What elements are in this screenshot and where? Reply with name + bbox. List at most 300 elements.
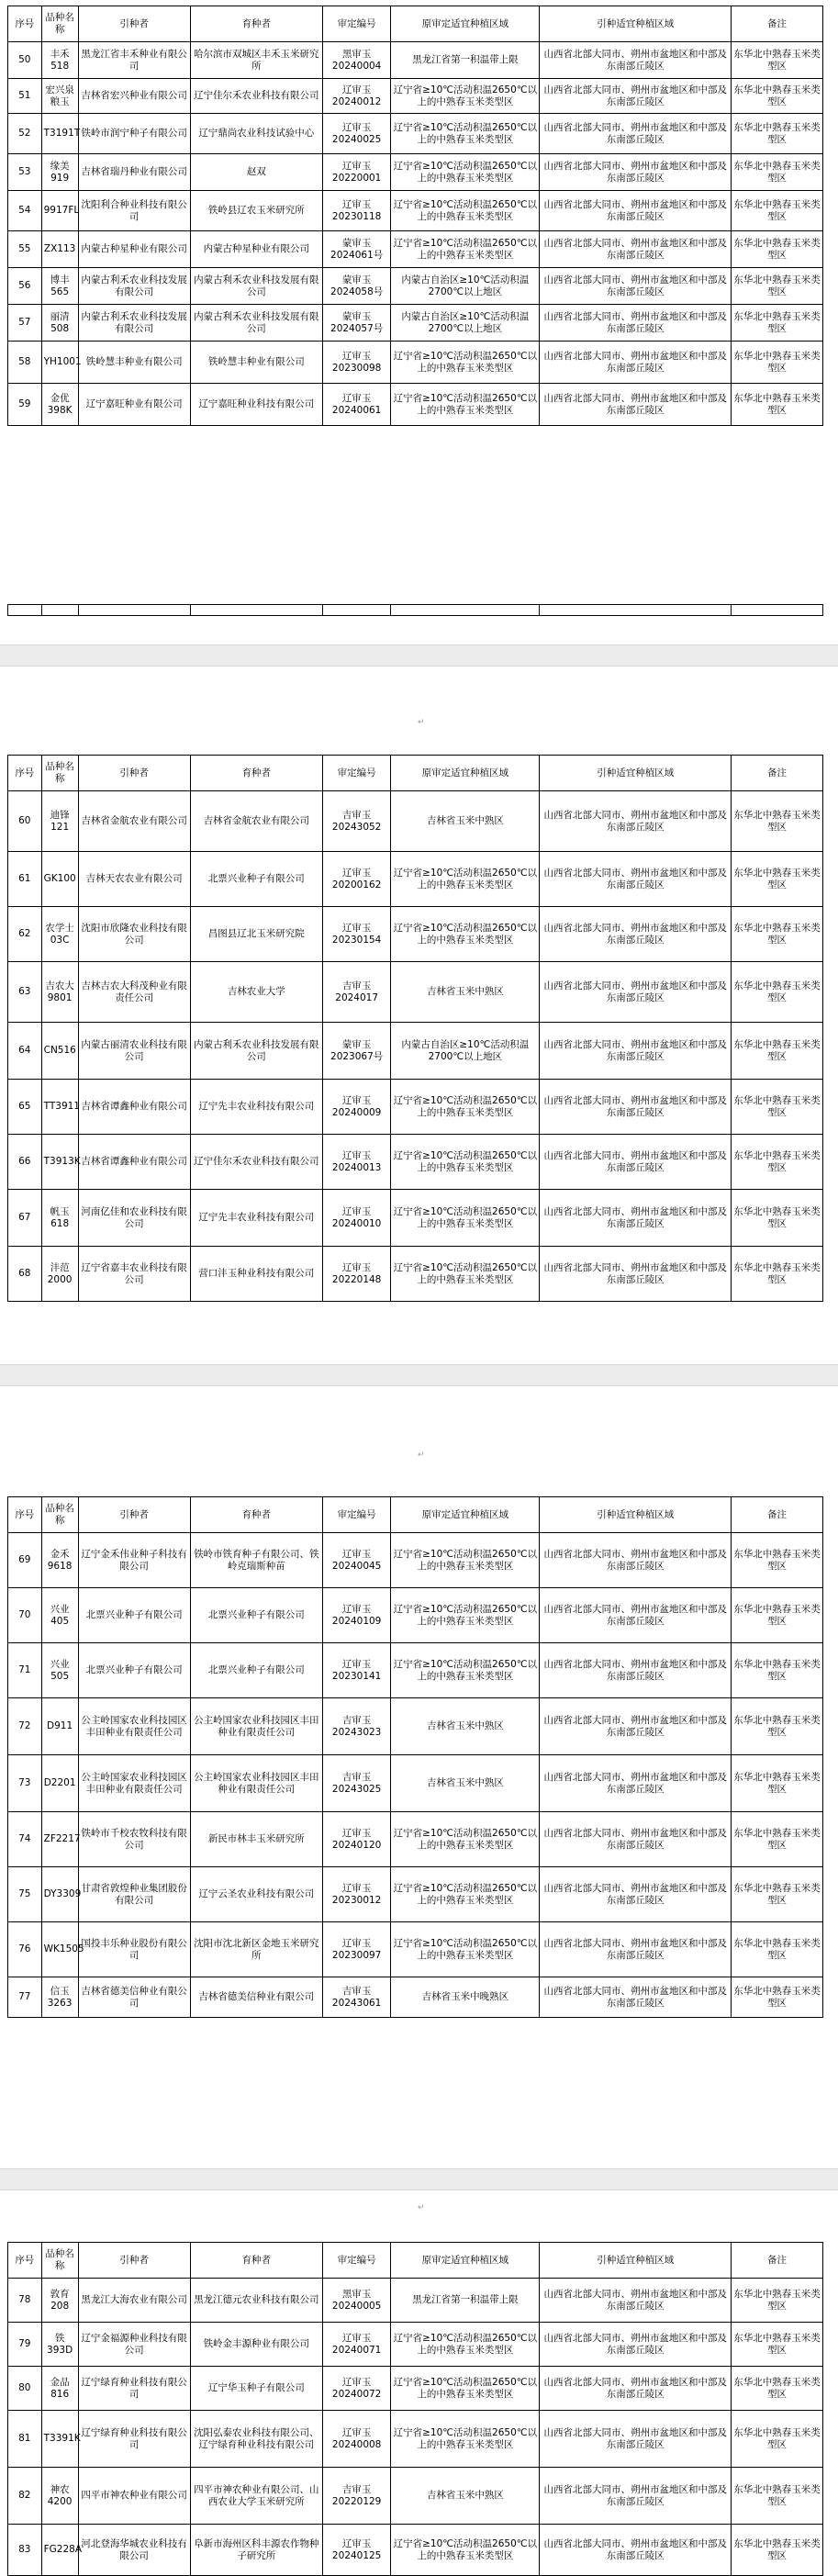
original-area: 吉林省玉米中熟区 bbox=[391, 962, 540, 1023]
approval-number: 辽审玉20240010 bbox=[322, 1190, 390, 1247]
table-row bbox=[8, 1867, 823, 1922]
original-area: 辽宁省≥10℃活动积温2650℃以上的中熟春玉米类型区 bbox=[391, 2525, 540, 2576]
table-row bbox=[8, 1190, 823, 1247]
variety-name: T3913K bbox=[41, 1135, 78, 1190]
remark: 东华北中熟春玉米类型区 bbox=[732, 791, 823, 852]
introducer: 内蒙古利禾农业科技发展有限公司 bbox=[78, 305, 190, 342]
introducer: 四平市神农种业有限公司 bbox=[78, 2468, 190, 2525]
breeder: 吉林省德美信种业有限公司 bbox=[190, 1977, 322, 2018]
approval-number: 辽审玉20200162 bbox=[322, 852, 390, 907]
remark: 东华北中熟春玉米类型区 bbox=[732, 384, 823, 426]
original-area: 辽宁省≥10℃活动积温2650℃以上的中熟春玉米类型区 bbox=[391, 1190, 540, 1247]
intro-region: 山西省北部大同市、朔州市盆地区和中部及东南部丘陵区 bbox=[540, 1977, 732, 2018]
table-row bbox=[8, 2468, 823, 2525]
page-break bbox=[0, 2168, 838, 2190]
variety-name: 神农4200 bbox=[41, 2468, 78, 2525]
row-number: 56 bbox=[8, 268, 42, 305]
original-area: 辽宁省≥10℃活动积温2650℃以上的中熟春玉米类型区 bbox=[391, 154, 540, 191]
approval-number: 辽审玉20230012 bbox=[322, 1867, 390, 1922]
introducer: 北票兴业种子有限公司 bbox=[78, 1588, 190, 1643]
paragraph-mark: ↵ bbox=[418, 718, 425, 727]
row-number: 66 bbox=[8, 1135, 42, 1190]
intro-region: 山西省北部大同市、朔州市盆地区和中部及东南部丘陵区 bbox=[540, 154, 732, 191]
breeder: 内蒙古种星种业有限公司 bbox=[190, 231, 322, 268]
breeder: 四平市神农种业有限公司、山西农业大学玉米研究所 bbox=[190, 2468, 322, 2525]
variety-name: 信玉3263 bbox=[41, 1977, 78, 2018]
breeder: 铁岭慧丰种业有限公司 bbox=[190, 342, 322, 384]
remark: 东华北中熟春玉米类型区 bbox=[732, 191, 823, 231]
original-area: 辽宁省≥10℃活动积温2650℃以上的中熟春玉米类型区 bbox=[391, 907, 540, 962]
breeder: 内蒙古利禾农业科技发展有限公司 bbox=[190, 305, 322, 342]
row-number: 58 bbox=[8, 342, 42, 384]
original-area: 辽宁省≥10℃活动积温2650℃以上的中熟春玉米类型区 bbox=[391, 191, 540, 231]
row-number: 80 bbox=[8, 2367, 42, 2411]
intro-region: 山西省北部大同市、朔州市盆地区和中部及东南部丘陵区 bbox=[540, 1922, 732, 1977]
table-row bbox=[8, 154, 823, 191]
variety-name: 沣范2000 bbox=[41, 1247, 78, 1302]
remark: 东华北中熟春玉米类型区 bbox=[732, 2525, 823, 2576]
original-area: 辽宁省≥10℃活动积温2650℃以上的中熟春玉米类型区 bbox=[391, 114, 540, 154]
approval-number: 吉审玉20243061 bbox=[322, 1977, 390, 2018]
original-area: 辽宁省≥10℃活动积温2650℃以上的中熟春玉米类型区 bbox=[391, 2367, 540, 2411]
row-number: 65 bbox=[8, 1080, 42, 1135]
row-number: 81 bbox=[8, 2411, 42, 2468]
breeder: 吉林农业大学 bbox=[190, 962, 322, 1023]
introducer: 黑龙江大海农业有限公司 bbox=[78, 2279, 190, 2323]
row-number: 77 bbox=[8, 1977, 42, 2018]
variety-name: 9917FL bbox=[41, 191, 78, 231]
original-area: 辽宁省≥10℃活动积温2650℃以上的中熟春玉米类型区 bbox=[391, 384, 540, 426]
introducer: 吉林天农农业有限公司 bbox=[78, 852, 190, 907]
row-number: 51 bbox=[8, 79, 42, 114]
table-row bbox=[8, 79, 823, 114]
table-header-row bbox=[8, 2243, 823, 2279]
remark: 东华北中熟春玉米类型区 bbox=[732, 305, 823, 342]
introducer: 甘肃省敦煌种业集团股份有限公司 bbox=[78, 1867, 190, 1922]
remark: 东华北中熟春玉米类型区 bbox=[732, 1023, 823, 1080]
intro-region: 山西省北部大同市、朔州市盆地区和中部及东南部丘陵区 bbox=[540, 191, 732, 231]
table-row bbox=[8, 384, 823, 426]
table-row bbox=[8, 1922, 823, 1977]
original-area: 辽宁省≥10℃活动积温2650℃以上的中熟春玉米类型区 bbox=[391, 1643, 540, 1698]
introducer: 吉林吉农大科茂种业有限责任公司 bbox=[78, 962, 190, 1023]
column-header: 品种名称 bbox=[41, 6, 78, 42]
remark: 东华北中熟春玉米类型区 bbox=[732, 342, 823, 384]
column-header: 引种者 bbox=[78, 2243, 190, 2279]
introducer: 吉林省谭鑫种业有限公司 bbox=[78, 1080, 190, 1135]
table-row bbox=[8, 342, 823, 384]
introducer: 北票兴业种子有限公司 bbox=[78, 1643, 190, 1698]
column-header: 备注 bbox=[732, 756, 823, 791]
intro-region: 山西省北部大同市、朔州市盆地区和中部及东南部丘陵区 bbox=[540, 42, 732, 79]
variety-name: CN516 bbox=[41, 1023, 78, 1080]
intro-region: 山西省北部大同市、朔州市盆地区和中部及东南部丘陵区 bbox=[540, 1190, 732, 1247]
approval-number: 吉审玉20220129 bbox=[322, 2468, 390, 2525]
table-row bbox=[8, 1755, 823, 1812]
row-number: 78 bbox=[8, 2279, 42, 2323]
variety-name: 农学士03C bbox=[41, 907, 78, 962]
breeder: 公主岭国家农业科技园区丰田种业有限责任公司 bbox=[190, 1698, 322, 1755]
introducer: 吉林省瑞丹种业有限公司 bbox=[78, 154, 190, 191]
column-header: 引种适宜种植区域 bbox=[540, 6, 732, 42]
table-row bbox=[8, 2279, 823, 2323]
variety-name: 帆玉618 bbox=[41, 1190, 78, 1247]
remark: 东华北中熟春玉米类型区 bbox=[732, 962, 823, 1023]
introducer: 黑龙江省丰禾种业有限公司 bbox=[78, 42, 190, 79]
remark: 东华北中熟春玉米类型区 bbox=[732, 1080, 823, 1135]
row-number: 53 bbox=[8, 154, 42, 191]
original-area: 内蒙古自治区≥10℃活动积温2700℃以上地区 bbox=[391, 268, 540, 305]
row-number: 83 bbox=[8, 2525, 42, 2576]
breeder: 辽宁佳尔禾农业科技有限公司 bbox=[190, 1135, 322, 1190]
row-number: 82 bbox=[8, 2468, 42, 2525]
intro-region: 山西省北部大同市、朔州市盆地区和中部及东南部丘陵区 bbox=[540, 342, 732, 384]
breeder: 内蒙古利禾农业科技发展有限公司 bbox=[190, 268, 322, 305]
approval-number: 蒙审玉2024061号 bbox=[322, 231, 390, 268]
variety-name: T3191T bbox=[41, 114, 78, 154]
approval-number: 吉审玉20243052 bbox=[322, 791, 390, 852]
column-header: 备注 bbox=[732, 1497, 823, 1533]
variety-name: 金优398K bbox=[41, 384, 78, 426]
original-area: 辽宁省≥10℃活动积温2650℃以上的中熟春玉米类型区 bbox=[391, 1812, 540, 1867]
variety-name: 缘美919 bbox=[41, 154, 78, 191]
intro-region: 山西省北部大同市、朔州市盆地区和中部及东南部丘陵区 bbox=[540, 907, 732, 962]
variety-table bbox=[7, 1496, 823, 2018]
column-header: 原审定适宜种植区域 bbox=[391, 1497, 540, 1533]
column-header: 序号 bbox=[8, 756, 42, 791]
remark: 东华北中熟春玉米类型区 bbox=[732, 231, 823, 268]
approval-number: 辽审玉20240008 bbox=[322, 2411, 390, 2468]
approval-number: 辽审玉20240061 bbox=[322, 384, 390, 426]
introducer: 河南亿佳和农业科技有限公司 bbox=[78, 1190, 190, 1247]
table-header-row bbox=[8, 1497, 823, 1533]
introducer: 辽宁省嘉丰农业科技有限公司 bbox=[78, 1247, 190, 1302]
row-number: 52 bbox=[8, 114, 42, 154]
introducer: 铁岭市润宁种子有限公司 bbox=[78, 114, 190, 154]
approval-number: 辽审玉20230118 bbox=[322, 191, 390, 231]
original-area: 内蒙古自治区≥10℃活动积温2700℃以上地区 bbox=[391, 305, 540, 342]
table-row bbox=[8, 231, 823, 268]
remark: 东华北中熟春玉米类型区 bbox=[732, 1977, 823, 2018]
table-row bbox=[8, 1533, 823, 1588]
approval-number: 辽审玉20220148 bbox=[322, 1247, 390, 1302]
breeder: 赵双 bbox=[190, 154, 322, 191]
introducer: 铁岭市千校农牧科技有限公司 bbox=[78, 1812, 190, 1867]
remark: 东华北中熟春玉米类型区 bbox=[732, 2279, 823, 2323]
breeder: 阜新市海州区科丰源农作物种子研究所 bbox=[190, 2525, 322, 2576]
breeder: 辽宁嘉旺种业科技有限公司 bbox=[190, 384, 322, 426]
intro-region: 山西省北部大同市、朔州市盆地区和中部及东南部丘陵区 bbox=[540, 305, 732, 342]
intro-region: 山西省北部大同市、朔州市盆地区和中部及东南部丘陵区 bbox=[540, 79, 732, 114]
column-header: 引种者 bbox=[78, 756, 190, 791]
table-row bbox=[8, 42, 823, 79]
table-row bbox=[8, 2525, 823, 2576]
breeder: 北票兴业种子有限公司 bbox=[190, 1588, 322, 1643]
remark: 东华北中熟春玉米类型区 bbox=[732, 907, 823, 962]
row-number: 68 bbox=[8, 1247, 42, 1302]
variety-name: 兴业505 bbox=[41, 1643, 78, 1698]
variety-name: D911 bbox=[41, 1698, 78, 1755]
intro-region: 山西省北部大同市、朔州市盆地区和中部及东南部丘陵区 bbox=[540, 791, 732, 852]
original-area: 辽宁省≥10℃活动积温2650℃以上的中熟春玉米类型区 bbox=[391, 1080, 540, 1135]
intro-region: 山西省北部大同市、朔州市盆地区和中部及东南部丘陵区 bbox=[540, 1812, 732, 1867]
introducer: 铁岭慧丰种业有限公司 bbox=[78, 342, 190, 384]
intro-region: 山西省北部大同市、朔州市盆地区和中部及东南部丘陵区 bbox=[540, 2468, 732, 2525]
intro-region: 山西省北部大同市、朔州市盆地区和中部及东南部丘陵区 bbox=[540, 1643, 732, 1698]
variety-name: TT3911 bbox=[41, 1080, 78, 1135]
approval-number: 辽审玉20220001 bbox=[322, 154, 390, 191]
column-header: 育种者 bbox=[190, 756, 322, 791]
variety-name: 敦育208 bbox=[41, 2279, 78, 2323]
row-number: 70 bbox=[8, 1588, 42, 1643]
variety-name: 博丰565 bbox=[41, 268, 78, 305]
variety-name: 金品816 bbox=[41, 2367, 78, 2411]
approval-number: 黑审玉20240004 bbox=[322, 42, 390, 79]
column-header: 品种名称 bbox=[41, 2243, 78, 2279]
table-row bbox=[8, 1023, 823, 1080]
intro-region: 山西省北部大同市、朔州市盆地区和中部及东南部丘陵区 bbox=[540, 114, 732, 154]
variety-name: FG228A bbox=[41, 2525, 78, 2576]
breeder: 公主岭国家农业科技园区丰田种业有限责任公司 bbox=[190, 1755, 322, 1812]
variety-name: 金禾9618 bbox=[41, 1533, 78, 1588]
variety-table bbox=[7, 6, 823, 426]
variety-name: 迪锋121 bbox=[41, 791, 78, 852]
row-number: 63 bbox=[8, 962, 42, 1023]
original-area: 辽宁省≥10℃活动积温2650℃以上的中熟春玉米类型区 bbox=[391, 1588, 540, 1643]
introducer: 内蒙古丽清农业科技有限公司 bbox=[78, 1023, 190, 1080]
intro-region: 山西省北部大同市、朔州市盆地区和中部及东南部丘陵区 bbox=[540, 1698, 732, 1755]
table-row bbox=[8, 1698, 823, 1755]
variety-name: 吉农大9801 bbox=[41, 962, 78, 1023]
column-header: 引种适宜种植区域 bbox=[540, 756, 732, 791]
original-area: 辽宁省≥10℃活动积温2650℃以上的中熟春玉米类型区 bbox=[391, 2323, 540, 2367]
intro-region: 山西省北部大同市、朔州市盆地区和中部及东南部丘陵区 bbox=[540, 231, 732, 268]
row-number: 54 bbox=[8, 191, 42, 231]
table-row bbox=[8, 962, 823, 1023]
table-row bbox=[8, 1812, 823, 1867]
breeder: 铁岭市铁育种子有限公司、铁岭克瑞斯种苗 bbox=[190, 1533, 322, 1588]
breeder: 铁岭金丰源种业有限公司 bbox=[190, 2323, 322, 2367]
approval-number: 辽审玉20240012 bbox=[322, 79, 390, 114]
original-area: 吉林省玉米中熟区 bbox=[391, 2468, 540, 2525]
intro-region: 山西省北部大同市、朔州市盆地区和中部及东南部丘陵区 bbox=[540, 1755, 732, 1812]
row-number: 71 bbox=[8, 1643, 42, 1698]
column-header: 引种适宜种植区域 bbox=[540, 1497, 732, 1533]
column-header: 序号 bbox=[8, 6, 42, 42]
breeder: 哈尔滨市双城区丰禾玉米研究所 bbox=[190, 42, 322, 79]
remark: 东华北中熟春玉米类型区 bbox=[732, 1922, 823, 1977]
introducer: 沈阳市欣隆农业科技有限公司 bbox=[78, 907, 190, 962]
variety-name: T3391K bbox=[41, 2411, 78, 2468]
intro-region: 山西省北部大同市、朔州市盆地区和中部及东南部丘陵区 bbox=[540, 852, 732, 907]
introducer: 吉林省宏兴种业有限公司 bbox=[78, 79, 190, 114]
intro-region: 山西省北部大同市、朔州市盆地区和中部及东南部丘陵区 bbox=[540, 2525, 732, 2576]
variety-name: WK1505 bbox=[41, 1922, 78, 1977]
breeder: 辽宁先丰农业科技有限公司 bbox=[190, 1190, 322, 1247]
introducer: 辽宁金禾伟业种子科技有限公司 bbox=[78, 1533, 190, 1588]
variety-name: ZF2217 bbox=[41, 1812, 78, 1867]
remark: 东华北中熟春玉米类型区 bbox=[732, 79, 823, 114]
variety-table bbox=[7, 755, 823, 1302]
column-header: 审定编号 bbox=[322, 756, 390, 791]
column-header: 品种名称 bbox=[41, 756, 78, 791]
intro-region: 山西省北部大同市、朔州市盆地区和中部及东南部丘陵区 bbox=[540, 1135, 732, 1190]
remark: 东华北中熟春玉米类型区 bbox=[732, 154, 823, 191]
introducer: 公主岭国家农业科技园区丰田种业有限责任公司 bbox=[78, 1755, 190, 1812]
breeder: 北票兴业种子有限公司 bbox=[190, 1643, 322, 1698]
table-row bbox=[8, 2323, 823, 2367]
original-area: 吉林省玉米中熟区 bbox=[391, 1755, 540, 1812]
table-row bbox=[8, 114, 823, 154]
original-area: 辽宁省≥10℃活动积温2650℃以上的中熟春玉米类型区 bbox=[391, 2411, 540, 2468]
row-number: 59 bbox=[8, 384, 42, 426]
intro-region: 山西省北部大同市、朔州市盆地区和中部及东南部丘陵区 bbox=[540, 1588, 732, 1643]
intro-region: 山西省北部大同市、朔州市盆地区和中部及东南部丘陵区 bbox=[540, 1080, 732, 1135]
remark: 东华北中熟春玉米类型区 bbox=[732, 2323, 823, 2367]
table-row bbox=[8, 1977, 823, 2018]
row-number: 76 bbox=[8, 1922, 42, 1977]
row-number: 57 bbox=[8, 305, 42, 342]
row-number: 64 bbox=[8, 1023, 42, 1080]
original-area: 辽宁省≥10℃活动积温2650℃以上的中熟春玉米类型区 bbox=[391, 342, 540, 384]
row-number: 74 bbox=[8, 1812, 42, 1867]
approval-number: 辽审玉20240013 bbox=[322, 1135, 390, 1190]
intro-region: 山西省北部大同市、朔州市盆地区和中部及东南部丘陵区 bbox=[540, 962, 732, 1023]
table-header-row bbox=[8, 756, 823, 791]
approval-number: 蒙审玉2024057号 bbox=[322, 305, 390, 342]
column-header: 备注 bbox=[732, 6, 823, 42]
approval-number: 蒙审玉2023067号 bbox=[322, 1023, 390, 1080]
approval-number: 辽审玉20240009 bbox=[322, 1080, 390, 1135]
intro-region: 山西省北部大同市、朔州市盆地区和中部及东南部丘陵区 bbox=[540, 1867, 732, 1922]
intro-region: 山西省北部大同市、朔州市盆地区和中部及东南部丘陵区 bbox=[540, 268, 732, 305]
original-area: 辽宁省≥10℃活动积温2650℃以上的中熟春玉米类型区 bbox=[391, 1247, 540, 1302]
table-row bbox=[8, 1588, 823, 1643]
table-row-empty bbox=[8, 605, 823, 616]
introducer: 河北登海华城农业科技有限公司 bbox=[78, 2525, 190, 2576]
variety-name: YH1001 bbox=[41, 342, 78, 384]
approval-number: 吉审玉2024017 bbox=[322, 962, 390, 1023]
remark: 东华北中熟春玉米类型区 bbox=[732, 114, 823, 154]
introducer: 辽宁嘉旺种业有限公司 bbox=[78, 384, 190, 426]
breeder: 吉林省金航农业有限公司 bbox=[190, 791, 322, 852]
introducer: 吉林省德美信种业有限公司 bbox=[78, 1977, 190, 2018]
row-number: 72 bbox=[8, 1698, 42, 1755]
original-area: 辽宁省≥10℃活动积温2650℃以上的中熟春玉米类型区 bbox=[391, 1533, 540, 1588]
intro-region: 山西省北部大同市、朔州市盆地区和中部及东南部丘陵区 bbox=[540, 2411, 732, 2468]
table-row bbox=[8, 305, 823, 342]
approval-number: 辽审玉20240109 bbox=[322, 1588, 390, 1643]
introducer: 内蒙古利禾农业科技发展有限公司 bbox=[78, 268, 190, 305]
approval-number: 辽审玉20240045 bbox=[322, 1533, 390, 1588]
introducer: 辽宁金福源种业科技有限公司 bbox=[78, 2323, 190, 2367]
variety-name: 兴业405 bbox=[41, 1588, 78, 1643]
intro-region: 山西省北部大同市、朔州市盆地区和中部及东南部丘陵区 bbox=[540, 1533, 732, 1588]
column-header: 育种者 bbox=[190, 6, 322, 42]
original-area: 黑龙江省第一积温带上限 bbox=[391, 42, 540, 79]
row-number: 60 bbox=[8, 791, 42, 852]
breeder: 黑龙江德元农业科技有限公司 bbox=[190, 2279, 322, 2323]
introducer: 吉林省金航农业有限公司 bbox=[78, 791, 190, 852]
column-header: 引种者 bbox=[78, 1497, 190, 1533]
remark: 东华北中熟春玉米类型区 bbox=[732, 1812, 823, 1867]
column-header: 审定编号 bbox=[322, 1497, 390, 1533]
column-header: 原审定适宜种植区域 bbox=[391, 756, 540, 791]
remark: 东华北中熟春玉米类型区 bbox=[732, 1247, 823, 1302]
approval-number: 辽审玉20240125 bbox=[322, 2525, 390, 2576]
introducer: 辽宁绿育种业科技有限公司 bbox=[78, 2411, 190, 2468]
remark: 东华北中熟春玉米类型区 bbox=[732, 2367, 823, 2411]
column-header: 原审定适宜种植区域 bbox=[391, 2243, 540, 2279]
approval-number: 黑审玉20240005 bbox=[322, 2279, 390, 2323]
original-area: 辽宁省≥10℃活动积温2650℃以上的中熟春玉米类型区 bbox=[391, 852, 540, 907]
breeder: 北票兴业种子有限公司 bbox=[190, 852, 322, 907]
introducer: 国投丰乐种业股份有限公司 bbox=[78, 1922, 190, 1977]
column-header: 引种适宜种植区域 bbox=[540, 2243, 732, 2279]
approval-number: 辽审玉20240025 bbox=[322, 114, 390, 154]
row-number: 50 bbox=[8, 42, 42, 79]
row-number: 69 bbox=[8, 1533, 42, 1588]
row-number: 67 bbox=[8, 1190, 42, 1247]
table-row bbox=[8, 1135, 823, 1190]
variety-name: D2201 bbox=[41, 1755, 78, 1812]
table-header-row bbox=[8, 6, 823, 42]
breeder: 沈阳弘泰农业科技有限公司、辽宁绿育种业科技有限公司 bbox=[190, 2411, 322, 2468]
variety-name: 宏兴泉粮玉 bbox=[41, 79, 78, 114]
row-number: 55 bbox=[8, 231, 42, 268]
breeder: 昌图县辽北玉米研究院 bbox=[190, 907, 322, 962]
introducer: 公主岭国家农业科技园区丰田种业有限责任公司 bbox=[78, 1698, 190, 1755]
column-header: 审定编号 bbox=[322, 2243, 390, 2279]
intro-region: 山西省北部大同市、朔州市盆地区和中部及东南部丘陵区 bbox=[540, 2279, 732, 2323]
table-row bbox=[8, 2367, 823, 2411]
remark: 东华北中熟春玉米类型区 bbox=[732, 2411, 823, 2468]
breeder: 沈阳市沈北新区金地玉米研究所 bbox=[190, 1922, 322, 1977]
original-area: 辽宁省≥10℃活动积温2650℃以上的中熟春玉米类型区 bbox=[391, 231, 540, 268]
column-header: 育种者 bbox=[190, 2243, 322, 2279]
approval-number: 吉审玉20243023 bbox=[322, 1698, 390, 1755]
remark: 东华北中熟春玉米类型区 bbox=[732, 42, 823, 79]
variety-table bbox=[7, 2242, 823, 2576]
column-header: 序号 bbox=[8, 1497, 42, 1533]
original-area: 辽宁省≥10℃活动积温2650℃以上的中熟春玉米类型区 bbox=[391, 1867, 540, 1922]
table-row bbox=[8, 907, 823, 962]
page-break bbox=[0, 644, 838, 666]
approval-number: 辽审玉20240072 bbox=[322, 2367, 390, 2411]
introducer: 辽宁绿育种业科技有限公司 bbox=[78, 2367, 190, 2411]
row-number: 62 bbox=[8, 907, 42, 962]
intro-region: 山西省北部大同市、朔州市盆地区和中部及东南部丘陵区 bbox=[540, 384, 732, 426]
breeder: 内蒙古利禾农业科技发展有限公司 bbox=[190, 1023, 322, 1080]
table-row bbox=[8, 852, 823, 907]
remark: 东华北中熟春玉米类型区 bbox=[732, 1190, 823, 1247]
row-number: 61 bbox=[8, 852, 42, 907]
approval-number: 辽审玉20240120 bbox=[322, 1812, 390, 1867]
introducer: 沈阳利合种业科技有限公司 bbox=[78, 191, 190, 231]
breeder: 铁岭县辽农玉米研究所 bbox=[190, 191, 322, 231]
row-number: 79 bbox=[8, 2323, 42, 2367]
breeder: 辽宁鼎尚农业科技试验中心 bbox=[190, 114, 322, 154]
page-break bbox=[0, 1364, 838, 1386]
remark: 东华北中熟春玉米类型区 bbox=[732, 852, 823, 907]
breeder: 辽宁云圣农业科技有限公司 bbox=[190, 1867, 322, 1922]
remark: 东华北中熟春玉米类型区 bbox=[732, 2468, 823, 2525]
column-header: 备注 bbox=[732, 2243, 823, 2279]
column-header: 引种者 bbox=[78, 6, 190, 42]
column-header: 品种名称 bbox=[41, 1497, 78, 1533]
breeder: 新民市林丰玉米研究所 bbox=[190, 1812, 322, 1867]
approval-number: 辽审玉20230097 bbox=[322, 1922, 390, 1977]
